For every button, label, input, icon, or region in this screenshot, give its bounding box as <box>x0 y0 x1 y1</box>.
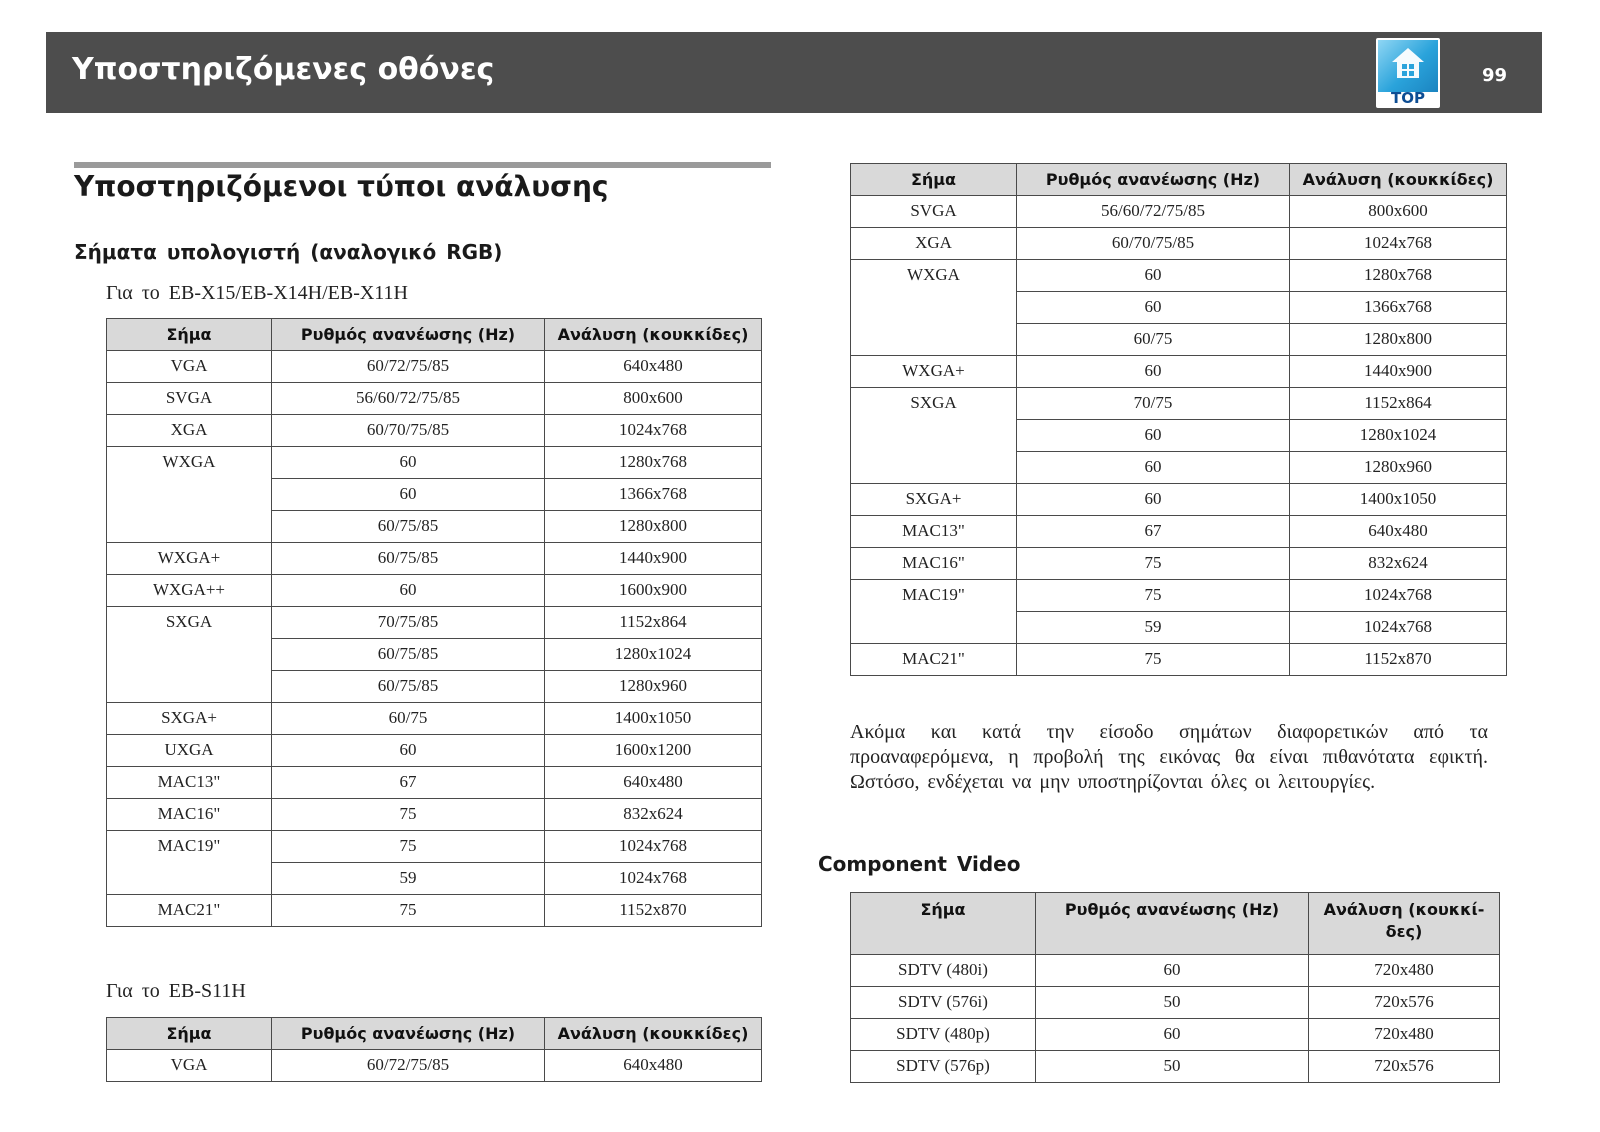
resolution-cell: 1400x1050 <box>1290 484 1507 516</box>
table-row <box>851 516 1507 548</box>
resolution-cell: 1024x768 <box>1290 612 1507 644</box>
resolution-cell: 640x480 <box>545 1050 762 1082</box>
header-signal: Σήμα <box>107 1018 272 1050</box>
resolution-cell: 1152x870 <box>545 895 762 927</box>
refresh-rate-cell: 75 <box>1017 644 1290 676</box>
refresh-rate-cell: 60 <box>1017 292 1290 324</box>
page-number: 99 <box>1482 65 1508 86</box>
table-row <box>851 260 1507 292</box>
resolution-cell: 1024x768 <box>1290 580 1507 612</box>
signal-cell: XGA <box>107 415 272 447</box>
resolution-cell: 1024x768 <box>545 415 762 447</box>
header-resolution: Ανάλυση (κουκκίδες) <box>1290 164 1507 196</box>
resolution-cell: 1152x864 <box>1290 388 1507 420</box>
header-signal: Σήμα <box>851 164 1017 196</box>
refresh-rate-cell: 50 <box>1036 1051 1309 1083</box>
header-refresh-rate: Ρυθμός ανανέωσης (Hz) <box>272 1018 545 1050</box>
refresh-rate-cell: 60/70/75/85 <box>272 415 545 447</box>
resolution-cell: 1280x960 <box>545 671 762 703</box>
refresh-rate-cell: 60 <box>1017 484 1290 516</box>
refresh-rate-cell: 60/75/85 <box>272 671 545 703</box>
refresh-rate-cell: 60/75/85 <box>272 543 545 575</box>
refresh-rate-cell: 59 <box>1017 612 1290 644</box>
table-row <box>851 356 1507 388</box>
signal-cell: WXGA <box>851 260 1017 356</box>
table-row <box>107 607 762 639</box>
signal-cell: SDTV (576p) <box>851 1051 1036 1083</box>
resolution-cell: 640x480 <box>545 351 762 383</box>
header-signal: Σήμα <box>107 319 272 351</box>
resolution-cell: 720x480 <box>1309 955 1500 987</box>
resolution-cell: 1600x900 <box>545 575 762 607</box>
refresh-rate-cell: 60 <box>1017 356 1290 388</box>
resolution-cell: 1152x870 <box>1290 644 1507 676</box>
table-row <box>851 548 1507 580</box>
table-row <box>107 735 762 767</box>
refresh-rate-cell: 60 <box>1017 260 1290 292</box>
signal-cell: MAC13" <box>107 767 272 799</box>
refresh-rate-cell: 60 <box>272 447 545 479</box>
table-header-row <box>851 164 1507 196</box>
resolution-cell: 1280x1024 <box>545 639 762 671</box>
header-refresh-rate: Ρυθμός ανανέωσης (Hz) <box>1017 164 1290 196</box>
table-row <box>107 1050 762 1082</box>
table-row <box>851 1019 1500 1051</box>
resolution-cell: 1280x768 <box>545 447 762 479</box>
signal-cell: SDTV (576i) <box>851 987 1036 1019</box>
refresh-rate-cell: 56/60/72/75/85 <box>272 383 545 415</box>
resolution-table-x15 <box>106 318 762 927</box>
resolution-cell: 720x576 <box>1309 1051 1500 1083</box>
compatibility-note: Ακόμα και κατά την είσοδο σημάτων διαφορετικών από τα προαναφερόμενα, η προβολή της εικόνας θα είναι πιθανότατα εφικτή. Ωστόσο, ενδέχεται να μην υποστηρίζονται όλες οι λειτουργίες. <box>850 721 1488 793</box>
header-bar <box>46 32 1542 113</box>
signal-cell: MAC21" <box>107 895 272 927</box>
refresh-rate-cell: 75 <box>272 831 545 863</box>
resolution-cell: 640x480 <box>1290 516 1507 548</box>
signal-cell: WXGA++ <box>107 575 272 607</box>
table-row <box>107 767 762 799</box>
top-label: TOP <box>1391 89 1425 107</box>
refresh-rate-cell: 60/72/75/85 <box>272 1050 545 1082</box>
signal-cell: SDTV (480p) <box>851 1019 1036 1051</box>
refresh-rate-cell: 75 <box>272 895 545 927</box>
refresh-rate-cell: 60/75 <box>1017 324 1290 356</box>
refresh-rate-cell: 60/75 <box>272 703 545 735</box>
caption-x15: Για το EB-X15/EB-X14H/EB-X11H <box>106 282 408 304</box>
section-title: Υποστηριζόμενοι τύποι ανάλυσης <box>74 170 609 203</box>
table-row <box>851 388 1507 420</box>
resolution-cell: 640x480 <box>545 767 762 799</box>
table-row <box>107 703 762 735</box>
signal-cell: MAC16" <box>851 548 1017 580</box>
caption-s11: Για το EB-S11H <box>106 980 246 1002</box>
refresh-rate-cell: 60 <box>272 735 545 767</box>
resolution-cell: 1024x768 <box>545 863 762 895</box>
signal-cell: SXGA+ <box>851 484 1017 516</box>
home-icon <box>1390 46 1426 80</box>
resolution-cell: 1600x1200 <box>545 735 762 767</box>
signal-cell: XGA <box>851 228 1017 260</box>
refresh-rate-cell: 60 <box>1036 1019 1309 1051</box>
resolution-cell: 1280x800 <box>1290 324 1507 356</box>
refresh-rate-cell: 60/72/75/85 <box>272 351 545 383</box>
table-row <box>107 383 762 415</box>
resolution-cell: 1024x768 <box>545 831 762 863</box>
resolution-cell: 1280x800 <box>545 511 762 543</box>
resolution-cell: 1280x768 <box>1290 260 1507 292</box>
signal-cell: WXGA+ <box>851 356 1017 388</box>
header-resolution: Ανάλυση (κουκκίδες) <box>545 1018 762 1050</box>
table-row <box>851 484 1507 516</box>
resolution-cell: 1280x960 <box>1290 452 1507 484</box>
refresh-rate-cell: 60/75/85 <box>272 511 545 543</box>
signal-cell: VGA <box>107 351 272 383</box>
resolution-cell: 832x624 <box>545 799 762 831</box>
refresh-rate-cell: 56/60/72/75/85 <box>1017 196 1290 228</box>
refresh-rate-cell: 67 <box>1017 516 1290 548</box>
refresh-rate-cell: 60 <box>272 575 545 607</box>
table-row <box>851 196 1507 228</box>
table-row <box>851 1051 1500 1083</box>
refresh-rate-cell: 60 <box>1017 452 1290 484</box>
signal-cell: VGA <box>107 1050 272 1082</box>
table-row <box>107 799 762 831</box>
resolution-table-s11-continued <box>850 163 1507 676</box>
header-refresh-rate: Ρυθμός ανανέωσης (Hz) <box>272 319 545 351</box>
signal-cell: UXGA <box>107 735 272 767</box>
signal-cell: SDTV (480i) <box>851 955 1036 987</box>
table-row <box>107 351 762 383</box>
resolution-cell: 1440x900 <box>1290 356 1507 388</box>
subsection-title-component: Component Video <box>818 852 1021 876</box>
resolution-cell: 1152x864 <box>545 607 762 639</box>
table-row <box>107 575 762 607</box>
section-rule <box>74 162 771 168</box>
resolution-cell: 1440x900 <box>545 543 762 575</box>
refresh-rate-cell: 60 <box>1036 955 1309 987</box>
refresh-rate-cell: 67 <box>272 767 545 799</box>
table-header-row <box>107 319 762 351</box>
table-header-row <box>107 1018 762 1050</box>
table-row <box>851 987 1500 1019</box>
signal-cell: SXGA <box>851 388 1017 484</box>
table-row <box>107 895 762 927</box>
signal-cell: WXGA+ <box>107 543 272 575</box>
header-resolution: Ανάλυση (κουκκίδες) <box>545 319 762 351</box>
refresh-rate-cell: 60/75/85 <box>272 639 545 671</box>
header-refresh-rate: Ρυθμός ανανέωσης (Hz) <box>1036 893 1309 955</box>
refresh-rate-cell: 70/75/85 <box>272 607 545 639</box>
resolution-cell: 800x600 <box>545 383 762 415</box>
table-row <box>851 955 1500 987</box>
resolution-cell: 1280x1024 <box>1290 420 1507 452</box>
resolution-cell: 720x576 <box>1309 987 1500 1019</box>
refresh-rate-cell: 75 <box>272 799 545 831</box>
signal-cell: WXGA <box>107 447 272 543</box>
signal-cell: SVGA <box>851 196 1017 228</box>
table-row <box>851 580 1507 612</box>
header-resolution: Ανάλυση (κουκκί-δες) <box>1309 893 1500 955</box>
resolution-cell: 720x480 <box>1309 1019 1500 1051</box>
resolution-table-s11 <box>106 1017 762 1082</box>
refresh-rate-cell: 60/70/75/85 <box>1017 228 1290 260</box>
signal-cell: MAC19" <box>107 831 272 895</box>
table-row <box>107 415 762 447</box>
refresh-rate-cell: 50 <box>1036 987 1309 1019</box>
resolution-cell: 832x624 <box>1290 548 1507 580</box>
table-header-row <box>851 893 1500 955</box>
resolution-cell: 800x600 <box>1290 196 1507 228</box>
component-video-table <box>850 892 1500 1083</box>
table-row <box>107 831 762 863</box>
signal-cell: MAC19" <box>851 580 1017 644</box>
refresh-rate-cell: 60 <box>1017 420 1290 452</box>
table-row <box>107 447 762 479</box>
refresh-rate-cell: 75 <box>1017 548 1290 580</box>
subsection-title-rgb: Σήματα υπολογιστή (αναλογικό RGB) <box>74 240 503 264</box>
table-row <box>851 644 1507 676</box>
header-signal: Σήμα <box>851 893 1036 955</box>
refresh-rate-cell: 59 <box>272 863 545 895</box>
resolution-cell: 1024x768 <box>1290 228 1507 260</box>
resolution-cell: 1366x768 <box>1290 292 1507 324</box>
refresh-rate-cell: 75 <box>1017 580 1290 612</box>
signal-cell: SXGA <box>107 607 272 703</box>
signal-cell: MAC16" <box>107 799 272 831</box>
signal-cell: SXGA+ <box>107 703 272 735</box>
signal-cell: MAC13" <box>851 516 1017 548</box>
table-row <box>851 228 1507 260</box>
table-row <box>107 543 762 575</box>
refresh-rate-cell: 60 <box>272 479 545 511</box>
resolution-cell: 1400x1050 <box>545 703 762 735</box>
signal-cell: MAC21" <box>851 644 1017 676</box>
page-header-title: Υποστηριζόμενες οθόνες <box>72 52 495 87</box>
resolution-cell: 1366x768 <box>545 479 762 511</box>
top-button[interactable] <box>1376 38 1440 108</box>
signal-cell: SVGA <box>107 383 272 415</box>
refresh-rate-cell: 70/75 <box>1017 388 1290 420</box>
